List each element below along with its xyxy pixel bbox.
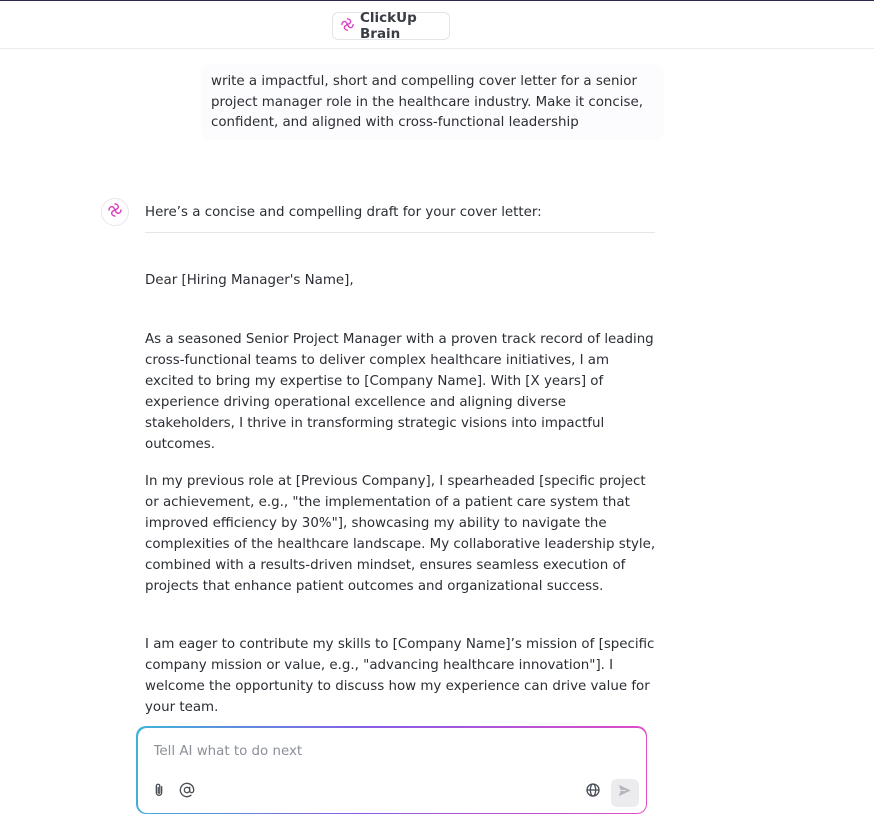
brand-button[interactable] xyxy=(332,12,450,40)
globe-icon xyxy=(585,782,601,802)
header xyxy=(0,1,874,49)
clickup-brain-icon xyxy=(340,17,355,36)
user-message: write a impactful, short and compelling cover letter for a senior project manager role in the healthcare industry. Make it concise, confident, and aligned with cross-functional leadership xyxy=(201,64,664,140)
letter-paragraph: As a seasoned Senior Project Manager with a proven track record of leading cross-functional teams to deliver complex healthcare initiatives, I am excited to bring my expertise to [Company Name]. With [X years] of experience driving operational excellence and aligning diverse stakeholders, I thrive in transforming strategic visions into impactful outcomes. xyxy=(145,332,654,452)
letter-paragraph: I am eager to contribute my skills to [Company Name]’s mission of [specific company mission or value, e.g., "advancing healthcare innovation"]. I welcome the opportunity to discuss how my experience can drive value for your team. xyxy=(145,637,655,715)
send-button[interactable] xyxy=(611,779,639,807)
paperclip-icon xyxy=(151,782,167,802)
ai-avatar xyxy=(101,198,129,226)
prompt-input[interactable] xyxy=(154,742,594,762)
brand-label: ClickUp Brain xyxy=(360,10,417,42)
composer xyxy=(136,726,647,814)
letter-paragraph: In my previous role at [Previous Company], I spearheaded [specific project or achievement, e.g., "the implementation of a patient care system that improved efficiency by 30%"], showcasing my ability to navigate the complexities of the healthcare landscape. My collaborative leadership style, combined with a results-driven mindset, ensures seamless execution of projects that enhance patient outcomes and organizational success. xyxy=(145,474,656,594)
letter-salutation: Dear [Hiring Manager's Name], xyxy=(145,273,354,288)
at-icon xyxy=(179,782,195,802)
clickup-brain-icon xyxy=(107,202,123,222)
composer-box xyxy=(138,728,646,813)
mention-button[interactable] xyxy=(176,781,198,803)
attach-button[interactable] xyxy=(148,781,170,803)
send-icon xyxy=(617,783,632,802)
web-search-button[interactable] xyxy=(582,781,604,803)
ai-intro-text: Here’s a concise and compelling draft for your cover letter: xyxy=(145,203,655,233)
